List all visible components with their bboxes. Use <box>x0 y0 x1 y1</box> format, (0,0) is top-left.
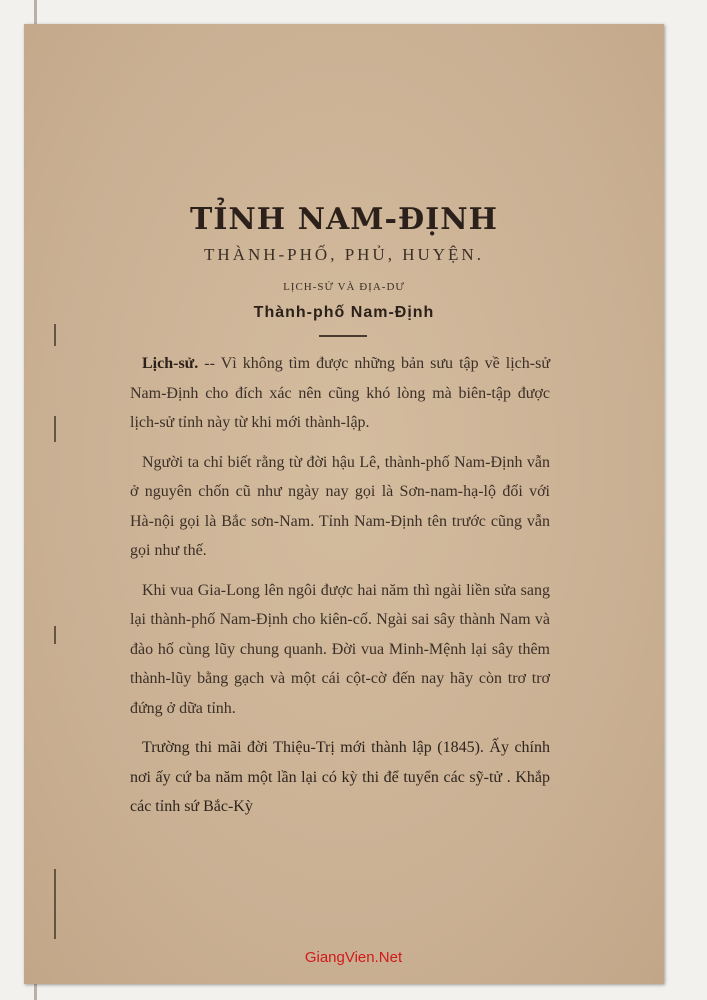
body-text <box>130 349 550 832</box>
section-heading: Thành-phố Nam-Định <box>253 304 435 321</box>
page-subtitle: THÀNH-PHỐ, PHỦ, HUYỆN. <box>204 245 484 264</box>
book-page <box>24 24 664 984</box>
page-subsubtitle: LỊCH-SỬ VÀ ĐỊA-DƯ <box>283 281 405 293</box>
watermark-text: GiangVien.Net <box>304 949 403 966</box>
paragraph: Trường thi mãi đời Thiệu-Trị mới thành lập (1845). Ấy chính nơi ấy cứ ba năm một lần lại có kỳ thi để tuyển các sỹ-tử . Khắp các tỉnh sứ Bắc-Kỳ <box>130 739 550 815</box>
paragraph-text: -- Vì không tìm được những bản sưu tập về lịch-sử Nam-Định cho đích xác nên cũng khó lòng mà biên-tập được lịch-sử tỉnh này từ khi mới thành-lập. <box>130 355 550 431</box>
page-title: TỈNH NAM-ĐỊNH <box>190 202 498 237</box>
binding-mark <box>54 324 56 346</box>
paragraph <box>130 349 550 438</box>
binding-mark <box>54 626 56 644</box>
heading-divider <box>319 335 367 337</box>
binding-mark <box>54 869 56 939</box>
paragraph: Người ta chỉ biết rằng từ đời hậu Lê, thành-phố Nam-Định vẫn ở nguyên chốn cũ như ngày nay gọi là Sơn-nam-hạ-lộ đối với Hà-nội gọi là Bắc sơn-Nam. Tỉnh Nam-Định tên trước cũng vẫn gọi như thế. <box>130 453 550 559</box>
binding-mark <box>54 416 56 442</box>
paragraph: Khi vua Gia-Long lên ngôi được hai năm thì ngài liền sửa sang lại thành-phố Nam-Định cho kiên-cố. Ngài sai sây thành Nam và đào hố cùng lũy chung quanh. Đời vua Minh-Mệnh lại sây thêm thành-lũy bằng gạch và một cái cột-cờ đến nay hãy còn trơ trơ đứng ở dữa tỉnh. <box>130 581 550 717</box>
paragraph-label: Lịch-sử. <box>142 355 199 372</box>
